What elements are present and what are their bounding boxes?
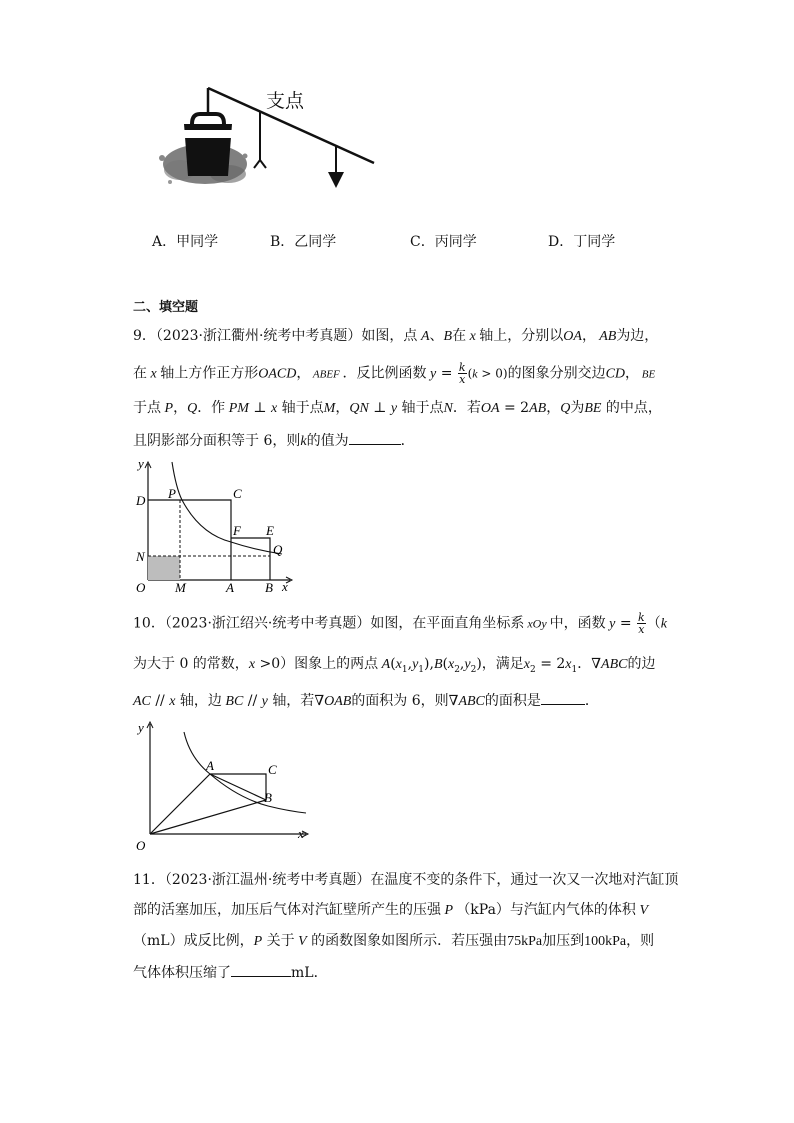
- q11-line-2: 部的活塞加压，加压后气体对汽缸壁所产生的压强 P （kPa）与汽缸内气体的体积 V: [133, 902, 648, 918]
- svg-text:x: x: [298, 826, 304, 841]
- svg-text:P: P: [168, 486, 176, 501]
- option-c[interactable]: C．丙同学: [410, 234, 477, 250]
- option-b[interactable]: B．乙同学: [270, 234, 337, 250]
- section-title: 二、填空题: [133, 300, 199, 315]
- svg-text:Q: Q: [273, 542, 283, 557]
- q9-line-2: 在 x 轴上方作正方形OACD， ABEF ．反比例函数 y = $\frac{k}{x}$ (k > 0)的图象分别交边CD， BE: [133, 361, 656, 386]
- svg-text:A: A: [206, 758, 214, 773]
- q9-line-1: 9．（2023·浙江衢州·统考中考真题）如图，点 A、B在 x 轴上，分别以OA， AB为边，: [133, 328, 659, 344]
- fulcrum-icon: [254, 111, 266, 168]
- svg-text:O: O: [136, 580, 146, 594]
- svg-text:C: C: [233, 486, 242, 501]
- svg-text:O: O: [136, 838, 146, 853]
- q10-answer-blank[interactable]: [541, 690, 585, 705]
- option-d[interactable]: D．丁同学: [548, 234, 616, 250]
- fulcrum-label: 支点: [266, 90, 305, 112]
- svg-text:x: x: [282, 579, 288, 594]
- down-arrow-icon: [328, 146, 344, 188]
- q11-line-4: 气体体积压缩了 mL．: [133, 962, 328, 983]
- svg-text:F: F: [233, 523, 241, 538]
- svg-text:N: N: [136, 549, 145, 564]
- q10-line-1: 10．（2023·浙江绍兴·统考中考真题）如图，在平面直角坐标系 xOy 中，函数 y = $\frac{k}{x}$ （k: [133, 611, 667, 636]
- q10-line-2: 为大于 0 的常数，x >0）图象上的两点 $A(x_1,y_1),B(x_2,y_2)$，满足$x_2 = 2x_1$．∇ABC的边: [133, 656, 656, 675]
- svg-text:y: y: [138, 720, 144, 735]
- q9-line-4: 且阴影部分面积等于 6，则k的值为 ．: [133, 430, 415, 452]
- svg-text:C: C: [268, 762, 277, 777]
- q9-figure: [130, 458, 300, 594]
- q9-line-3: 于点 P，Q．作 PM ⊥ x 轴于点M，QN ⊥ y 轴于点N．若OA = 2AB，Q为BE 的中点，: [133, 400, 662, 416]
- hyperbola-curve: [172, 462, 282, 554]
- bucket-icon: [184, 114, 232, 176]
- svg-text:M: M: [175, 580, 186, 594]
- svg-text:y: y: [138, 458, 144, 471]
- q10-line-3: AC // x 轴，边 BC // y 轴，若∇OAB的面积为 6，则∇ABC的面积是 ．: [133, 690, 599, 712]
- q10-figure: [128, 718, 312, 854]
- q11-line-3: （mL）成反比例，P 关于 V 的函数图象如图所示．若压强由75kPa加压到100kPa，则: [133, 933, 655, 949]
- q9-answer-blank[interactable]: [349, 430, 401, 445]
- option-a[interactable]: A．甲同学: [152, 234, 219, 250]
- svg-text:B: B: [264, 790, 272, 805]
- svg-text:D: D: [136, 493, 146, 508]
- shaded-area: [148, 556, 180, 580]
- svg-text:B: B: [265, 580, 273, 594]
- q11-answer-blank[interactable]: [231, 962, 291, 977]
- svg-text:A: A: [226, 580, 234, 594]
- svg-text:E: E: [266, 523, 274, 538]
- q11-line-1: 11．（2023·浙江温州·统考中考真题）在温度不变的条件下，通过一次又一次地对汽缸顶: [133, 872, 679, 888]
- hyperbola-curve: [184, 732, 306, 813]
